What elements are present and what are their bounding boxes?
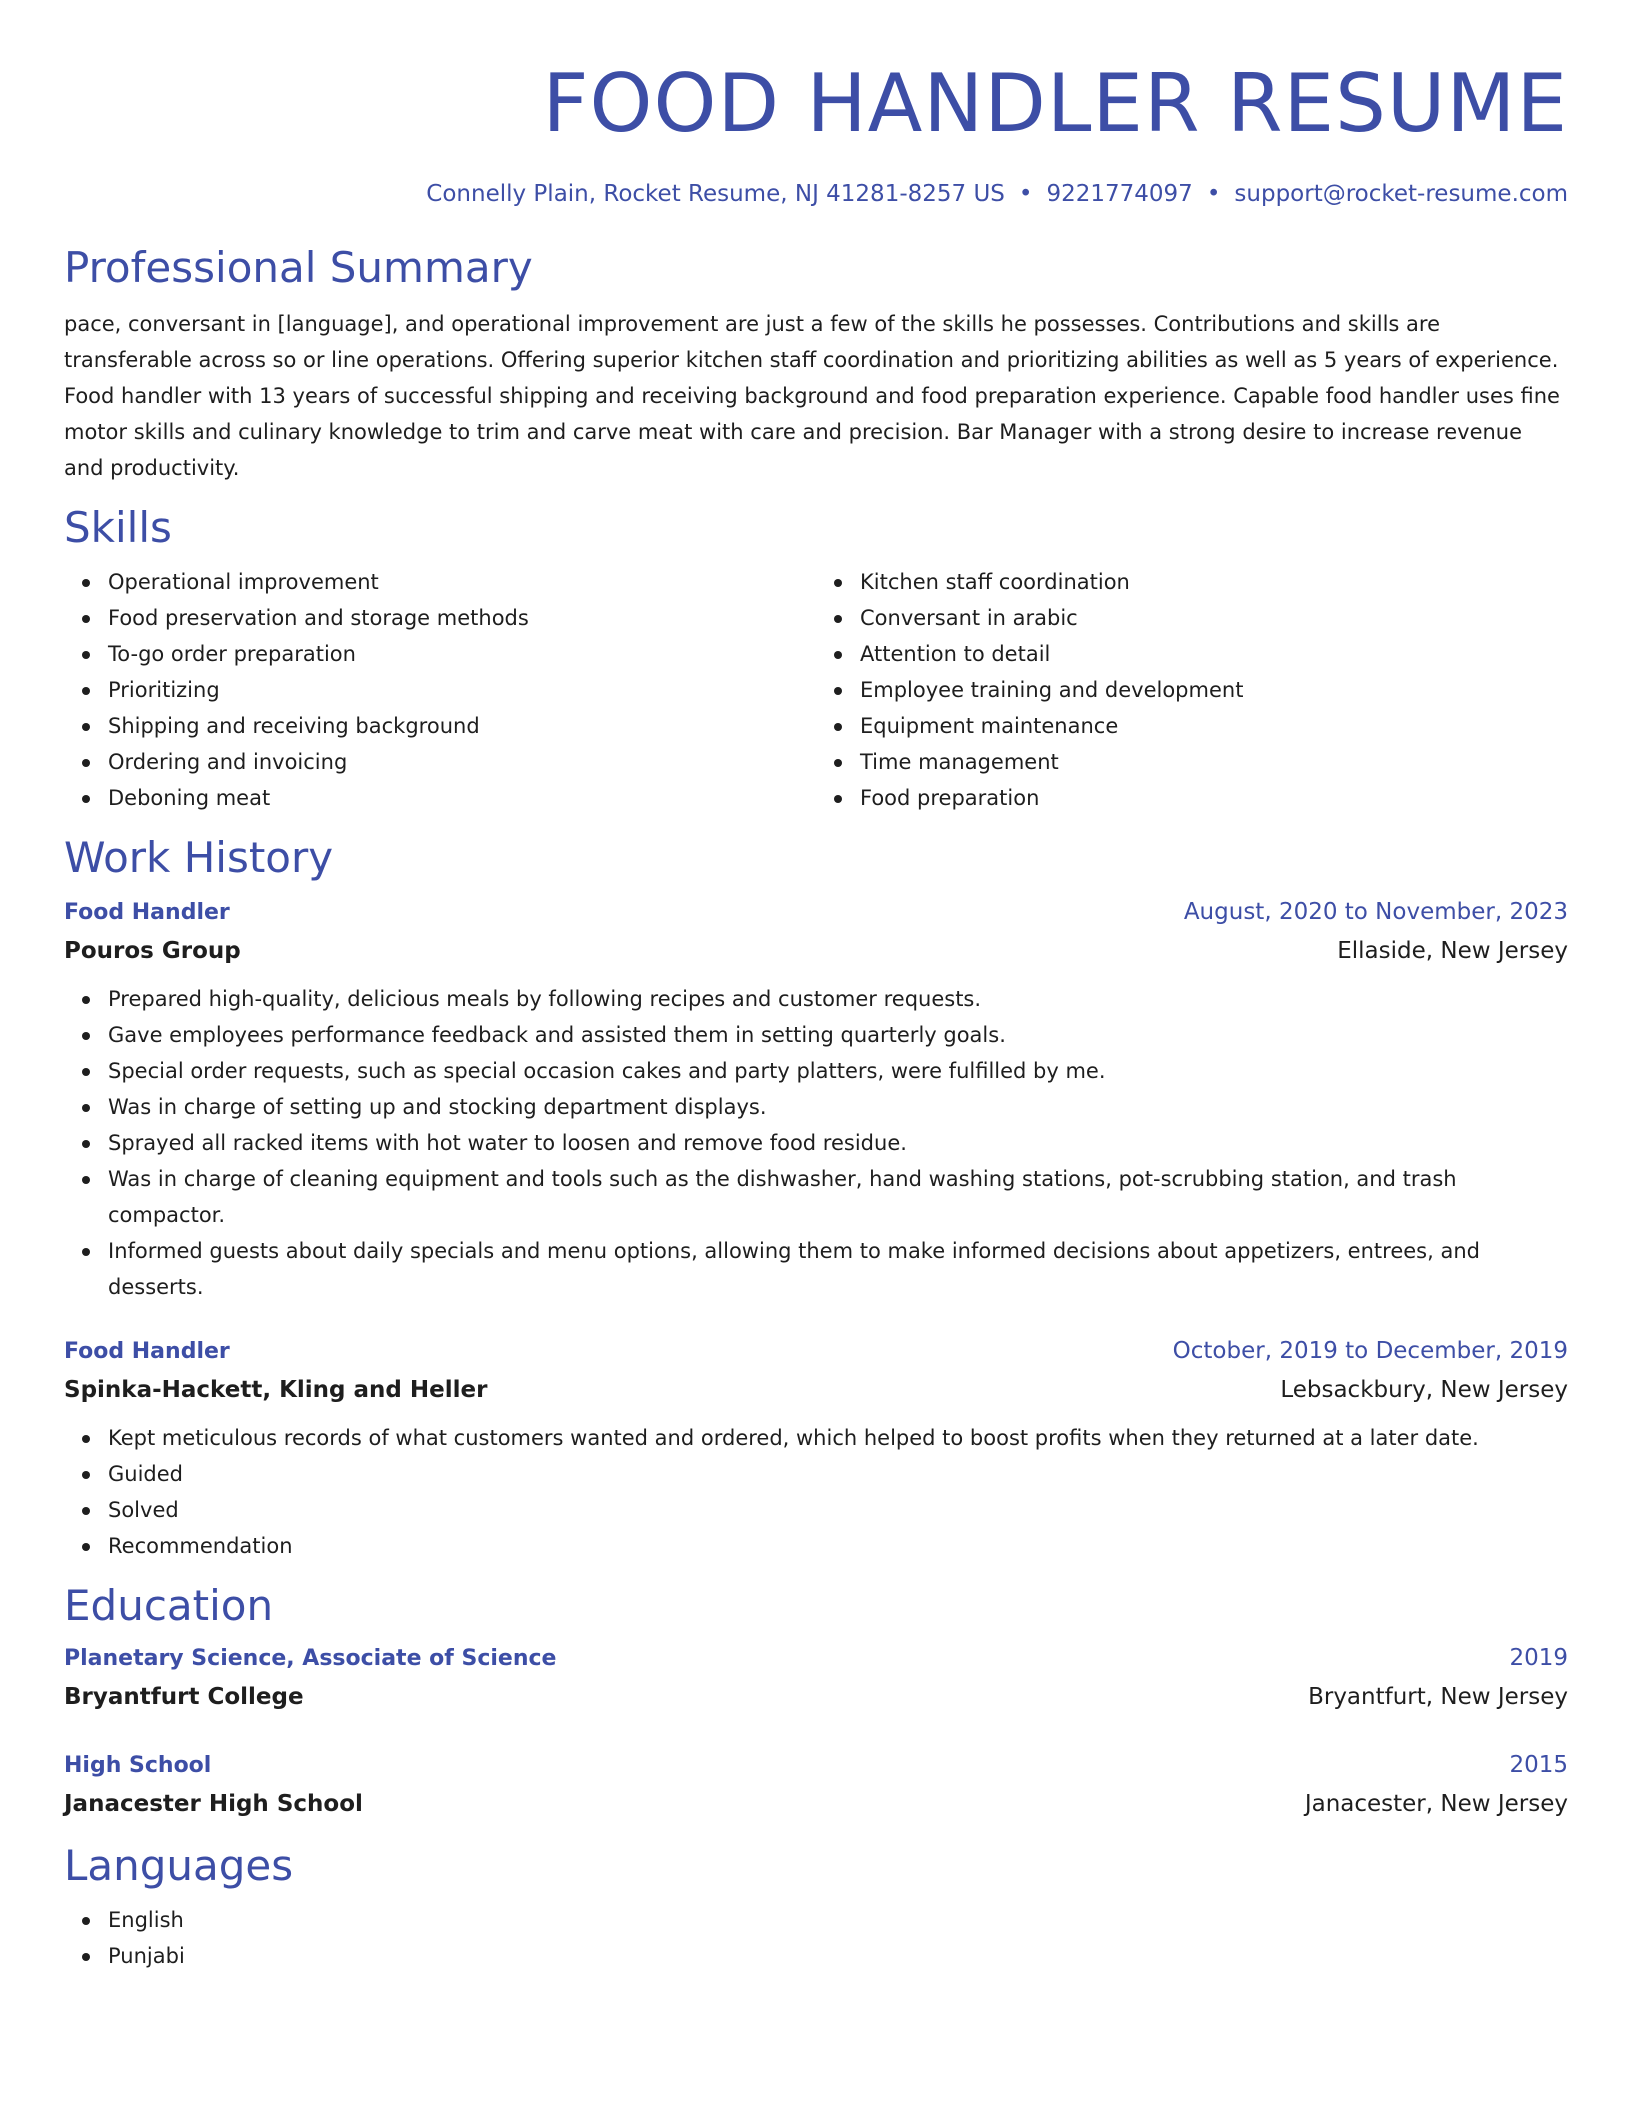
language-item: English	[108, 1902, 1568, 1938]
skill-item: Prioritizing	[108, 672, 816, 708]
education-entry	[64, 1640, 1568, 1717]
summary-text: pace, conversant in [language], and operational improvement are just a few of the skills he possesses. Contributions and skills are transferable across so or line operations. Offering superior kitchen staff coordination and prioritizing abilities as well as 5 years of experience. Food handler with 13 years of successful shipping and receiving background and food preparation experience. Capable food handler uses fine motor skills and culinary knowledge to trim and carve meat with care and precision. Bar Manager with a strong desire to increase revenue and productivity.	[64, 312, 1560, 480]
skill-item: Conversant in arabic	[860, 600, 1568, 636]
job-title: Food Handler	[64, 1339, 230, 1364]
job-title: Food Handler	[64, 900, 230, 925]
job-bullet: Was in charge of cleaning equipment and tools such as the dishwasher, hand washing stations, pot-scrubbing station, and trash compactor.	[108, 1161, 1568, 1233]
skills-list-right	[816, 564, 1568, 816]
skills-list-left	[64, 564, 816, 816]
job-bullet: Solved	[108, 1492, 1568, 1528]
job-bullet: Informed guests about daily specials and menu options, allowing them to make informed decisions about appetizers, entrees, and desserts.	[108, 1233, 1568, 1305]
skill-item: Attention to detail	[860, 636, 1568, 672]
language-item: Punjabi	[108, 1938, 1568, 1974]
job-bullet: Prepared high-quality, delicious meals by following recipes and customer requests.	[108, 981, 1568, 1017]
job-bullet: Kept meticulous records of what customers wanted and ordered, which helped to boost profits when they returned at a later date.	[108, 1420, 1568, 1456]
job-dates: October, 2019 to December, 2019	[1172, 1338, 1568, 1364]
summary-heading: Professional Summary	[64, 243, 533, 292]
skill-item: Kitchen staff coordination	[860, 564, 1568, 600]
job-bullets	[64, 981, 1568, 1305]
job-entry	[64, 1333, 1568, 1564]
contact-email[interactable]: support@rocket-resume.com	[1234, 181, 1568, 207]
education-entry	[64, 1747, 1568, 1824]
education-school: Janacester High School	[64, 1791, 363, 1817]
contact-separator: •	[1206, 181, 1221, 207]
job-dates: August, 2020 to November, 2023	[1183, 899, 1568, 925]
job-bullet: Special order requests, such as special occasion cakes and party platters, were fulfilled by me.	[108, 1053, 1568, 1089]
education-degree: Planetary Science, Associate of Science	[64, 1646, 557, 1671]
job-bullet: Gave employees performance feedback and assisted them in setting quarterly goals.	[108, 1017, 1568, 1053]
skill-item: Equipment maintenance	[860, 708, 1568, 744]
skill-item: Deboning meat	[108, 780, 816, 816]
contact-separator: •	[1018, 181, 1033, 207]
job-location: Ellaside, New Jersey	[1337, 938, 1568, 964]
job-bullets	[64, 1420, 1568, 1564]
skill-item: Time management	[860, 744, 1568, 780]
education-degree: High School	[64, 1753, 212, 1778]
languages-heading: Languages	[64, 1841, 294, 1890]
job-company: Spinka-Hackett, Kling and Heller	[64, 1377, 488, 1403]
job-bullet: Was in charge of setting up and stocking department displays.	[108, 1089, 1568, 1125]
skill-item: Food preparation	[860, 780, 1568, 816]
job-entry	[64, 894, 1568, 1305]
education-location: Bryantfurt, New Jersey	[1308, 1684, 1568, 1710]
skill-item: Food preservation and storage methods	[108, 600, 816, 636]
contact-address: Connelly Plain, Rocket Resume, NJ 41281-8257 US	[426, 181, 1005, 207]
education-location: Janacester, New Jersey	[1304, 1791, 1568, 1817]
job-bullet: Guided	[108, 1456, 1568, 1492]
contact-phone: 9221774097	[1046, 181, 1193, 207]
job-bullet: Recommendation	[108, 1528, 1568, 1564]
education-school: Bryantfurt College	[64, 1684, 304, 1710]
languages-list	[64, 1902, 1568, 1974]
skill-item: Ordering and invoicing	[108, 744, 816, 780]
education-heading: Education	[64, 1581, 274, 1630]
skills-columns	[64, 564, 1568, 816]
resume-title: FOOD HANDLER RESUME	[542, 57, 1568, 150]
skill-item: Shipping and receiving background	[108, 708, 816, 744]
skill-item: To-go order preparation	[108, 636, 816, 672]
skill-item: Operational improvement	[108, 564, 816, 600]
job-company: Pouros Group	[64, 938, 241, 964]
job-location: Lebsackbury, New Jersey	[1280, 1377, 1568, 1403]
education-year: 2015	[1509, 1752, 1568, 1778]
education-year: 2019	[1509, 1645, 1568, 1671]
job-bullet: Sprayed all racked items with hot water to loosen and remove food residue.	[108, 1125, 1568, 1161]
skills-heading: Skills	[64, 503, 172, 552]
work-history-heading: Work History	[64, 833, 334, 882]
contact-line	[64, 178, 1568, 210]
skill-item: Employee training and development	[860, 672, 1568, 708]
